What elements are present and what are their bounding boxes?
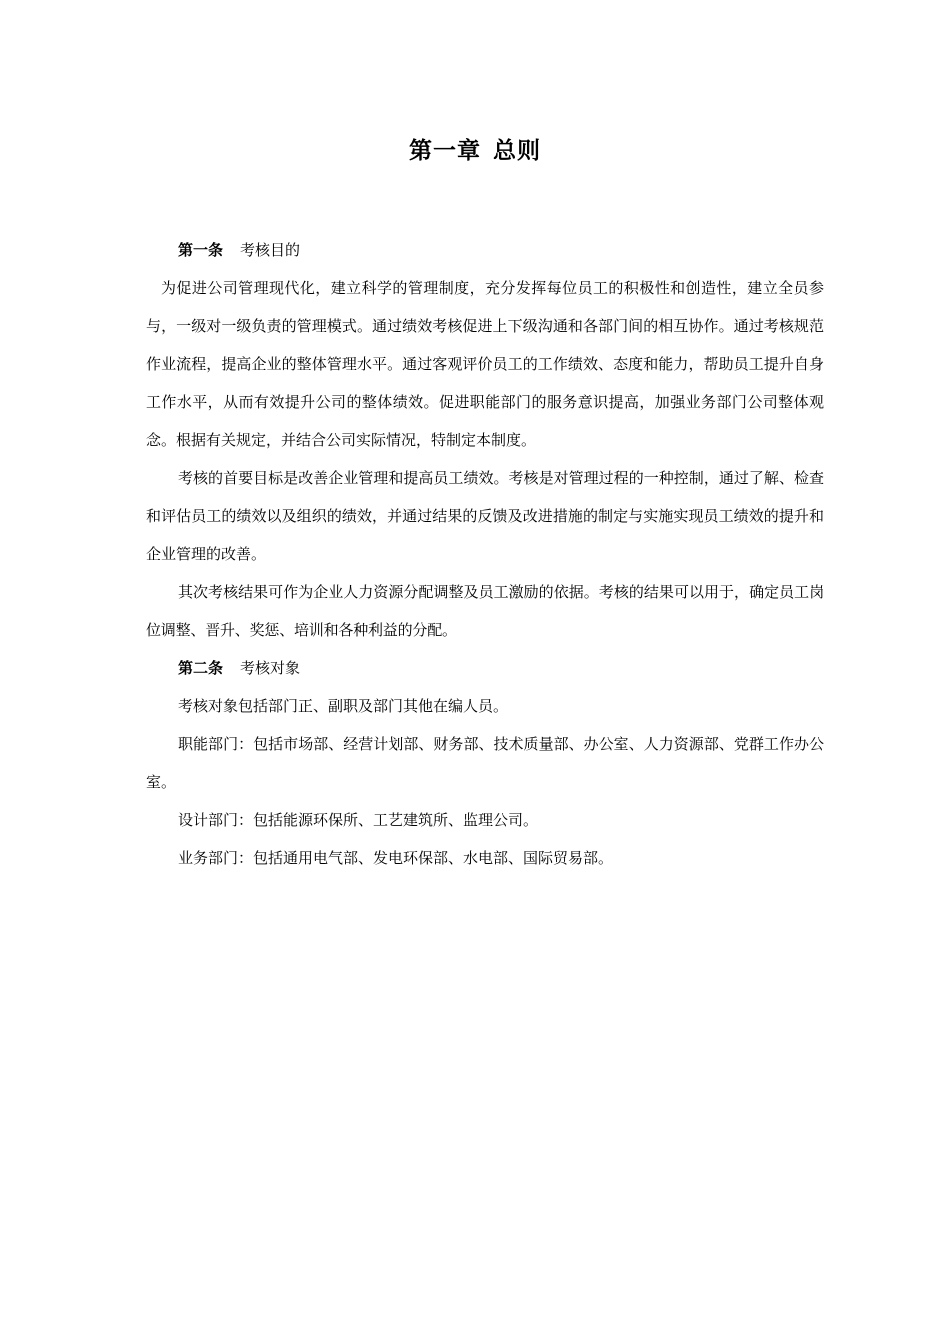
article-heading [146,649,824,687]
article-paragraph: 业务部门：包括通用电气部、发电环保部、水电部、国际贸易部。 [178,849,614,867]
article-paragraph: 其次考核结果可作为企业人力资源分配调整及员工激励的依据。考核的结果可以用于，确定员工岗位调整、晋升、奖惩、培训和各种利益的分配。 [146,583,824,639]
article-2 [146,649,824,877]
chapter-number: 第一章 [409,137,481,164]
article-title: 考核对象 [240,659,301,677]
article-paragraph: 为促进公司管理现代化，建立科学的管理制度，充分发挥每位员工的积极性和创造性，建立全员参与，一级对一级负责的管理模式。通过绩效考核促进上下级沟通和各部门间的相互协作。通过考核规范作业流程，提高企业的整体管理水平。通过客观评价员工的工作绩效、态度和能力，帮助员工提升自身工作水平，从而有效提升公司的整体绩效。促进职能部门的服务意识提高，加强业务部门公司整体观念。根据有关规定，并结合公司实际情况，特制定本制度。 [146,279,824,449]
article-paragraph: 考核的首要目标是改善企业管理和提高员工绩效。考核是对管理过程的一种控制，通过了解、检查和评估员工的绩效以及组织的绩效，并通过结果的反馈及改进措施的制定与实施实现员工绩效的提升和企业管理的改善。 [146,469,824,563]
article-paragraph: 职能部门：包括市场部、经营计划部、财务部、技术质量部、办公室、人力资源部、党群工作办公室。 [146,735,824,791]
chapter-name: 总则 [493,137,541,164]
article-heading [146,231,824,269]
article-1 [146,231,824,649]
document-body [146,231,824,877]
chapter-title [0,134,950,168]
article-number: 第二条 [178,659,224,677]
article-number: 第一条 [178,241,224,259]
article-title: 考核目的 [240,241,301,259]
article-paragraph: 设计部门：包括能源环保所、工艺建筑所、监理公司。 [178,811,539,829]
article-paragraph: 考核对象包括部门正、副职及部门其他在编人员。 [178,697,509,715]
